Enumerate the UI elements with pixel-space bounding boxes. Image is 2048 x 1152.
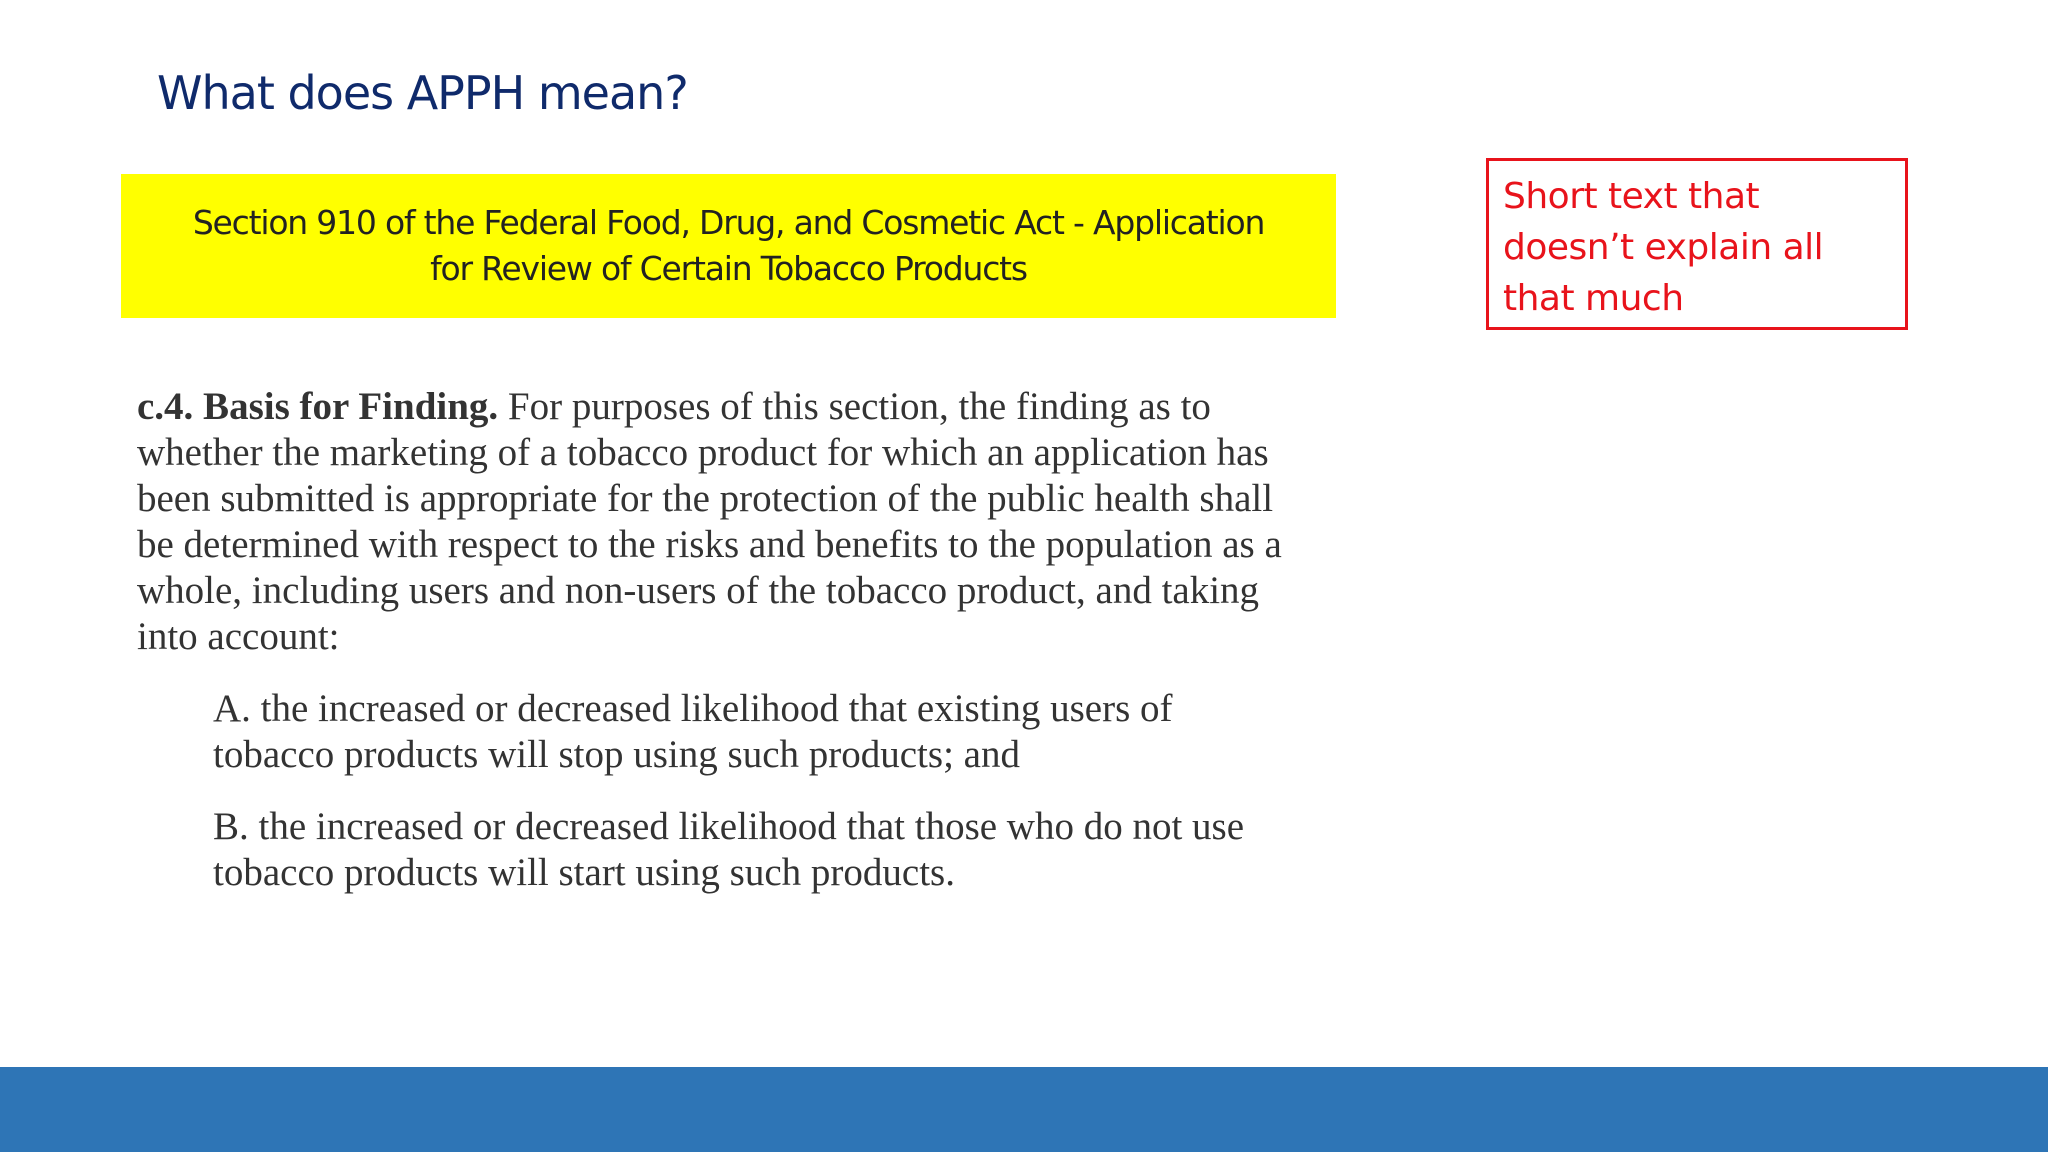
statute-item-b: B. the increased or decreased likelihood that those who do not use tobacco products will start using such products.	[213, 805, 1245, 894]
section-highlight-text: Section 910 of the Federal Food, Drug, and Cosmetic Act - Application for Review of Certain Tobacco Products	[192, 203, 1265, 288]
statute-paragraph-text: For purposes of this section, the finding as to whether the marketing of a tobacco product for which an application has been submitted is appropriate for the protection of the public health shall be determined with respect to the risks and benefits to the population as a whole, including users and non-users of the tobacco product, and taking into account:	[137, 385, 1282, 658]
statute-item-a: A. the increased or decreased likelihood that existing users of tobacco products will stop using such products; and	[213, 687, 1173, 776]
annotation-callout-text: Short text that doesn’t explain all that much	[1503, 176, 1824, 319]
statute-lead: c.4. Basis for Finding.	[137, 385, 499, 428]
section-highlight-box	[121, 174, 1336, 318]
footer-bar	[0, 1067, 2048, 1152]
slide-title: What does APPH mean?	[157, 66, 688, 120]
statute-paragraph	[137, 384, 1317, 660]
annotation-callout	[1486, 158, 1908, 330]
statute-excerpt	[137, 384, 1317, 896]
